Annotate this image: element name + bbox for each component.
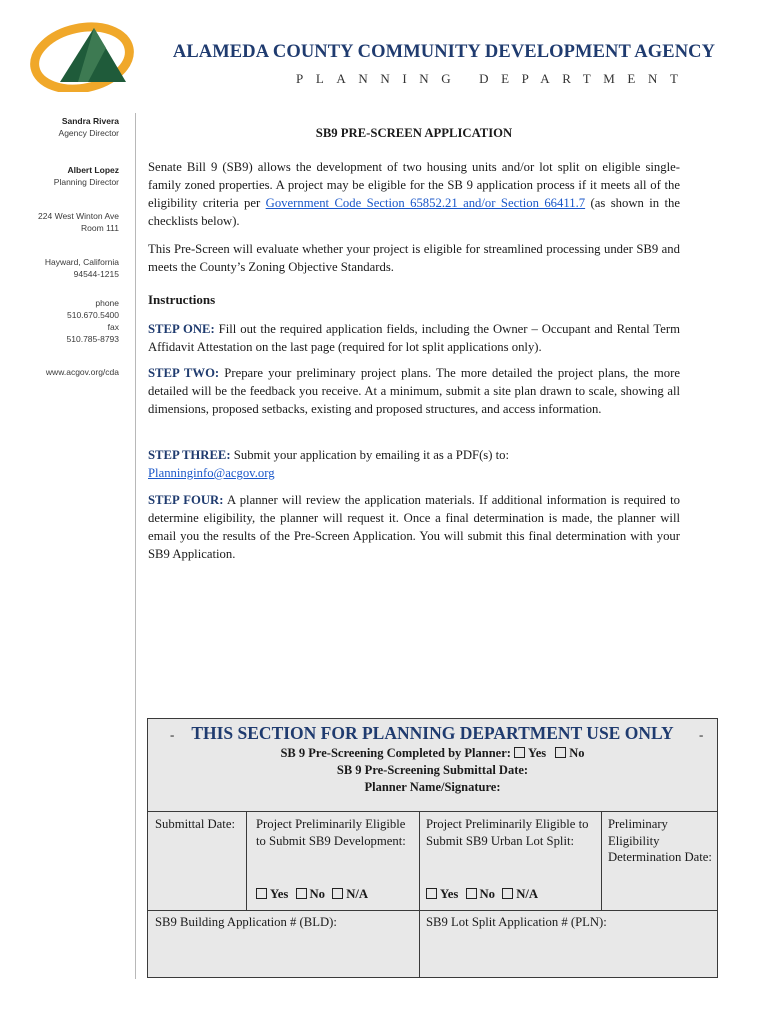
step-four-label: STEP FOUR: [148, 493, 224, 507]
lot-split-eligibility-cell: Project Preliminarily Eligible to Submit SB9 Urban Lot Split: [426, 817, 589, 848]
determination-table [148, 811, 717, 978]
website[interactable]: www.acgov.org/cda [45, 367, 119, 377]
heading-dash-left: - [170, 727, 175, 742]
lot-split-no-checkbox[interactable] [466, 888, 477, 899]
intro-paragraph: Senate Bill 9 (SB9) allows the development of two housing units and/or lot split on eligible single-family zoned properties. A project may be eligible for the SB 9 application process if it meets all of the eligibility criteria per Government Code Section 65852.21 and/or Section 66411.7 (as shown in the checklists below). [148, 160, 680, 228]
planning-email-link[interactable]: Planninginfo@acgov.org [148, 466, 275, 480]
planner-signature-row[interactable]: Planner Name/Signature: [364, 780, 501, 794]
document-title: SB9 PRE-SCREEN APPLICATION [315, 126, 513, 140]
planning-director-title: Planning Director [53, 177, 119, 187]
submittal-date-row[interactable]: SB 9 Pre-Screening Submittal Date: [336, 763, 529, 777]
evaluation-paragraph: This Pre-Screen will evaluate whether your project is eligible for streamlined processing under SB9 and meets the County’s Zoning Objective Standards. [148, 242, 680, 274]
determination-date-cell[interactable]: Preliminary Eligibility Determination Date: [608, 817, 712, 864]
completed-by-planner-row: SB 9 Pre-Screening Completed by Planner: Yes No [280, 746, 585, 760]
director-title: Agency Director [58, 128, 119, 138]
fax-label: fax [107, 322, 119, 332]
step-two: STEP TWO: Prepare your preliminary project plans. The more detailed the project plans, the more detailed will be the feedback you receive. At a minimum, submit a site plan drawn to scale, showing all dimensions, proposed setbacks, existing and proposed structures, and access information. [148, 366, 681, 416]
completed-no-checkbox[interactable] [555, 747, 566, 758]
sidebar-divider [135, 113, 136, 979]
step-three-label: STEP THREE: [148, 448, 231, 462]
agency-logo [30, 22, 142, 92]
completed-yes-checkbox[interactable] [514, 747, 525, 758]
address-line-1: 224 West Winton Ave [38, 211, 119, 221]
step-two-label: STEP TWO: [148, 366, 220, 380]
development-na-checkbox[interactable] [332, 888, 343, 899]
pln-application-number[interactable]: SB9 Lot Split Application # (PLN): [426, 915, 607, 929]
step-one-label: STEP ONE: [148, 322, 215, 336]
bld-application-number[interactable]: SB9 Building Application # (BLD): [155, 915, 337, 929]
lot-split-options: Yes No N/A [426, 886, 596, 903]
step-three: STEP THREE: Submit your application by emailing it as a PDF(s) to: Planninginfo@acgov.org [148, 448, 510, 480]
address-line-2: Room 111 [81, 223, 119, 233]
department-name: PLANNING DEPARTMENT [296, 71, 691, 86]
phone-number: 510.670.5400 [67, 310, 119, 320]
agency-name: ALAMEDA COUNTY COMMUNITY DEVELOPMENT AGENCY [172, 42, 716, 62]
development-yes-checkbox[interactable] [256, 888, 267, 899]
phone-label: phone [95, 298, 119, 308]
director-name: Sandra Rivera [61, 116, 119, 126]
development-options: Yes No N/A [256, 886, 416, 903]
planning-use-only-section [147, 718, 718, 978]
lot-split-yes-checkbox[interactable] [426, 888, 437, 899]
development-eligibility-cell: Project Preliminarily Eligible to Submit SB9 Development: [256, 817, 406, 848]
development-no-checkbox[interactable] [296, 888, 307, 899]
address-zip: 94544-1215 [73, 269, 119, 279]
step-four: STEP FOUR: A planner will review the application materials. If additional information is required to determine eligibility, the planner will request it. Once a final determination is made, the planner will email you the results of the Pre-Screen Application. You will submit this final determination with your SB9 Application. [148, 493, 680, 561]
government-code-link[interactable]: Government Code Section 65852.21 and/or Section 66411.7 [265, 196, 586, 210]
step-one: STEP ONE: Fill out the required application fields, including the Owner – Occupant and Rental Term Affidavit Attestation on the last page (required for lot split applications only). [148, 322, 681, 354]
address-city: Hayward, California [44, 257, 119, 267]
instructions-heading: Instructions [148, 292, 216, 307]
lot-split-na-checkbox[interactable] [502, 888, 513, 899]
planning-director-name: Albert Lopez [67, 165, 119, 175]
contact-sidebar [38, 115, 119, 378]
fax-number: 510.785-8793 [66, 334, 119, 344]
use-only-heading: THIS SECTION FOR PLANNING DEPARTMENT USE ONLY [191, 723, 674, 743]
heading-dash-right: - [699, 727, 704, 742]
submittal-date-cell[interactable]: Submittal Date: [155, 817, 235, 831]
